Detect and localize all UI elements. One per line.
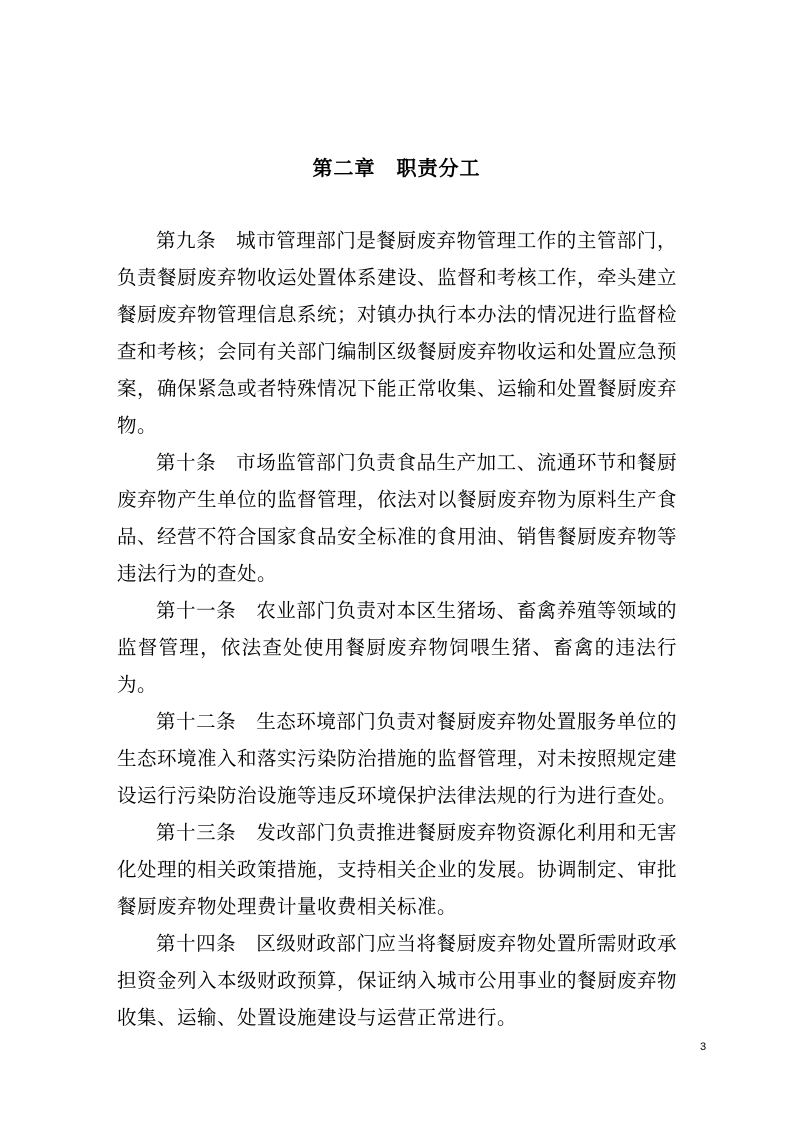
article-12 [117,703,677,814]
article-9 [117,222,677,444]
article-number: 第九条 [156,229,237,252]
article-text: 生态环境部门负责对餐厨废弃物处置服务单位的生态环境准入和落实污染防治措施的监督管理，对未按照规定建设运行污染防治设施等违反环境保护法律法规的行为进行查处。 [117,710,678,807]
article-text: 农业部门负责对本区生猪场、畜禽养殖等领域的监督管理，依法查处使用餐厨废弃物饲喂生猪、畜禽的违法行为。 [117,599,677,696]
article-text: 区级财政部门应当将餐厨废弃物处置所需财政承担资金列入本级财政预算，保证纳入城市公用事业的餐厨废弃物收集、运输、处置设施建设与运营正常进行。 [117,932,678,1029]
chapter-body [117,222,677,1036]
article-number: 第十三条 [156,821,257,844]
article-number: 第十一条 [156,599,257,622]
article-text: 发改部门负责推进餐厨废弃物资源化利用和无害化处理的相关政策措施，支持相关企业的发展。协调制定、审批餐厨废弃物处理费计量收费相关标准。 [117,821,678,918]
article-number: 第十四条 [156,932,257,955]
chapter-title: 第二章 职责分工 [312,156,481,180]
article-14 [117,925,677,1036]
article-13 [117,814,677,925]
page-number: 3 [700,1041,707,1053]
article-number: 第十条 [156,451,237,474]
article-text: 城市管理部门是餐厨废弃物管理工作的主管部门，负责餐厨废弃物收运处置体系建设、监督和考核工作，牵头建立餐厨废弃物管理信息系统；对镇办执行本办法的情况进行监督检查和考核；会同有关部门编制区级餐厨废弃物收运和处置应急预案，确保紧急或者特殊情况下能正常收集、运输和处置餐厨废弃物。 [117,229,678,437]
article-10 [117,444,677,592]
article-11 [117,592,677,703]
article-number: 第十二条 [156,710,257,733]
article-text: 市场监管部门负责食品生产加工、流通环节和餐厨废弃物产生单位的监督管理，依法对以餐厨废弃物为原料生产食品、经营不符合国家食品安全标准的食用油、销售餐厨废弃物等违法行为的查处。 [117,451,678,585]
